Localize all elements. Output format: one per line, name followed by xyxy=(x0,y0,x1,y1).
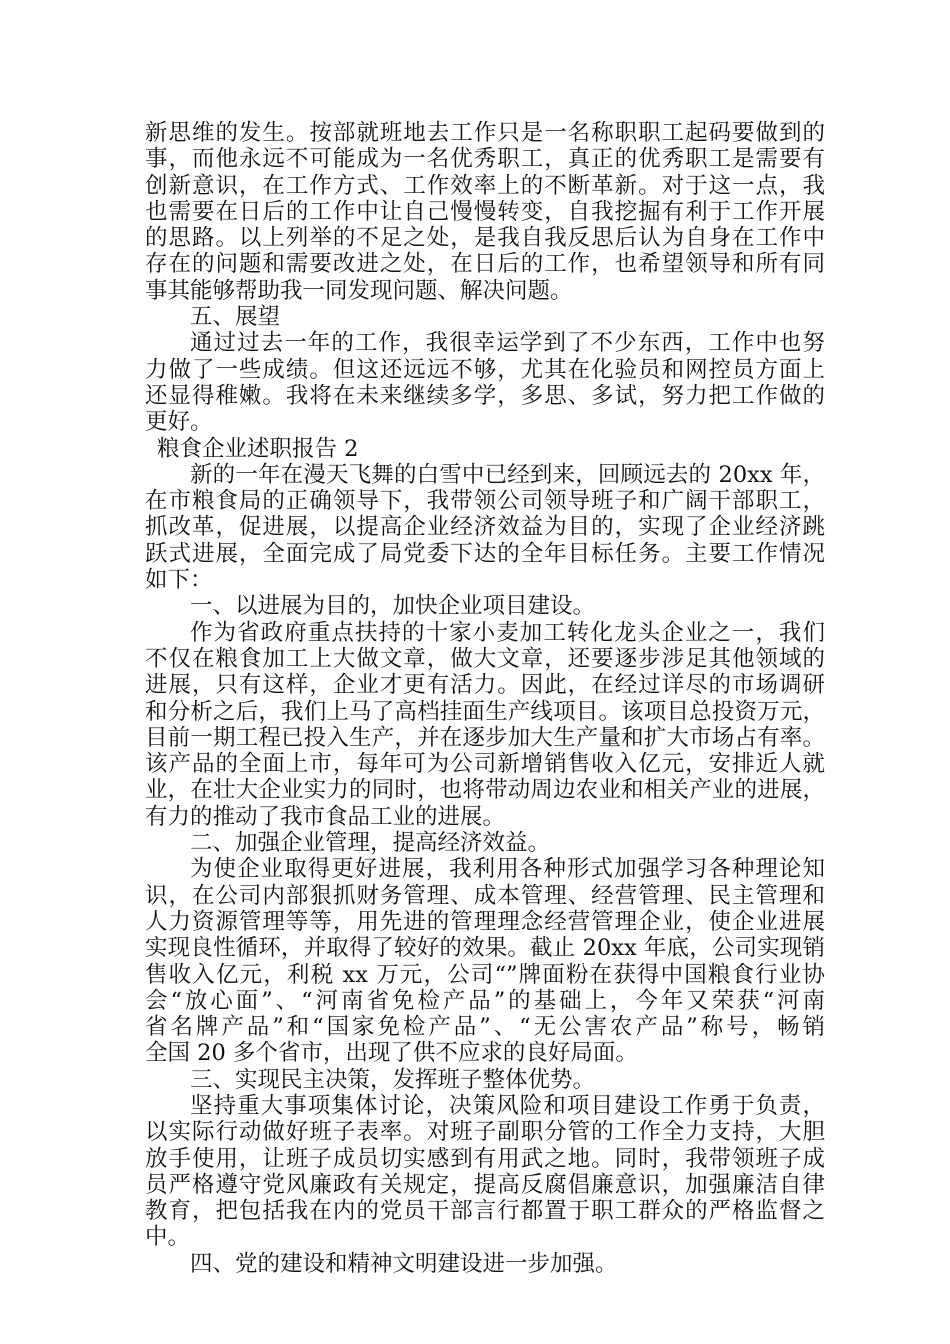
paragraph-start-line: 一、以进展为目的，加快企业项目建设。 xyxy=(190,593,596,620)
text-line: 还显得稚嫩。我将在未来继续多学，多思、多试，努力把工作做的 xyxy=(145,382,825,409)
text-line: 进展，只有这样，企业才更有活力。因此，在经过详尽的市场调研 xyxy=(145,672,825,699)
text-line: 识，在公司内部狠抓财务管理、成本管理、经营管理、民主管理和 xyxy=(145,882,825,909)
text-line: 有力的推动了我市食品工业的进展。 xyxy=(145,803,506,830)
text-line: 在市粮食局的正确领导下，我带领公司领导班子和广阔干部职工， xyxy=(145,488,825,515)
text-line: 存在的问题和需要改进之处，在日后的工作，也希望领导和所有同 xyxy=(145,251,825,278)
text-line: 力做了一些成绩。但这还远远不够，尤其在化验员和网控员方面上 xyxy=(145,356,825,383)
text-line: 全国 20 多个省市，出现了供不应求的良好局面。 xyxy=(145,1040,638,1067)
section-title: 粮食企业述职报告 2 xyxy=(157,435,359,462)
text-line: 以实际行动做好班子表率。对班子副职分管的工作全力支持，大胆 xyxy=(145,1119,825,1146)
text-line: 教育，把包括我在内的党员干部言行都置于职工群众的严格监督之 xyxy=(145,1198,825,1225)
text-line: 员严格遵守党风廉政有关规定，提高反腐倡廉意识，加强廉洁自律 xyxy=(145,1171,825,1198)
text-line: 该产品的全面上市，每年可为公司新增销售收入亿元，安排近人就 xyxy=(145,751,825,778)
paragraph-start-line: 三、实现民主决策，发挥班子整体优势。 xyxy=(190,1066,596,1093)
text-line: 更好。 xyxy=(145,409,213,436)
paragraph-start-line: 五、展望 xyxy=(190,304,281,331)
text-line: 也需要在日后的工作中让自己慢慢转变，自我挖掘有利于工作开展 xyxy=(145,198,825,225)
text-line: 新思维的发生。按部就班地去工作只是一名称职职工起码要做到的 xyxy=(145,120,825,146)
text-line: 实现良性循环，并取得了较好的效果。截止 20xx 年底，公司实现销 xyxy=(145,935,825,962)
text-line: 会“放心面”、“河南省免检产品”的基础上，今年又荣获“河南 xyxy=(145,987,825,1014)
document-body xyxy=(145,120,825,1277)
text-line: 售收入亿元，利税 xx 万元，公司“”牌面粉在获得中国粮食行业协 xyxy=(145,961,825,988)
text-line: 中。 xyxy=(145,1224,191,1251)
text-line: 事，而他永远不可能成为一名优秀职工，真正的优秀职工是需要有 xyxy=(145,146,825,173)
text-line: 放手使用，让班子成员切实感到有用武之地。同时，我带领班子成 xyxy=(145,1145,825,1172)
paragraph-start-line: 四、党的建设和精神文明建设进一步加强。 xyxy=(190,1250,618,1277)
text-line: 如下： xyxy=(145,567,213,594)
text-line: 目前一期工程已投入生产，并在逐步加大生产量和扩大市场占有率。 xyxy=(145,724,825,751)
text-line: 人力资源管理等等，用先进的管理理念经营管理企业，使企业进展 xyxy=(145,908,825,935)
text-line: 抓改革，促进展，以提高企业经济效益为目的，实现了企业经济跳 xyxy=(145,514,825,541)
paragraph-start-line: 作为省政府重点扶持的十家小麦加工转化龙头企业之一，我们 xyxy=(190,619,825,646)
paragraph-start-line: 二、加强企业管理，提高经济效益。 xyxy=(190,830,551,857)
text-line: 和分析之后，我们上马了高档挂面生产线项目。该项目总投资万元， xyxy=(145,698,825,725)
paragraph-start-line: 通过过去一年的工作，我很幸运学到了不少东西，工作中也努 xyxy=(190,330,825,357)
text-line: 不仅在粮食加工上大做文章，做大文章，还要逐步涉足其他领域的 xyxy=(145,645,825,672)
text-line: 省名牌产品”和“国家免检产品”、“无公害农产品”称号，畅销 xyxy=(145,1014,825,1041)
text-line: 事其能够帮助我一同发现问题、解决问题。 xyxy=(145,277,573,304)
paragraph-start-line: 新的一年在漫天飞舞的白雪中已经到来，回顾远去的 20xx 年， xyxy=(190,461,825,488)
text-line: 创新意识，在工作方式、工作效率上的不断革新。对于这一点，我 xyxy=(145,172,825,199)
paragraph-start-line: 为使企业取得更好进展，我利用各种形式加强学习各种理论知 xyxy=(190,856,825,883)
text-line: 业，在壮大企业实力的同时，也将带动周边农业和相关产业的进展， xyxy=(145,777,825,804)
text-line: 跃式进展，全面完成了局党委下达的全年目标任务。主要工作情况 xyxy=(145,540,825,567)
text-line: 的思路。以上列举的不足之处，是我自我反思后认为自身在工作中 xyxy=(145,225,825,252)
paragraph-start-line: 坚持重大事项集体讨论，决策风险和项目建设工作勇于负责， xyxy=(190,1092,825,1119)
